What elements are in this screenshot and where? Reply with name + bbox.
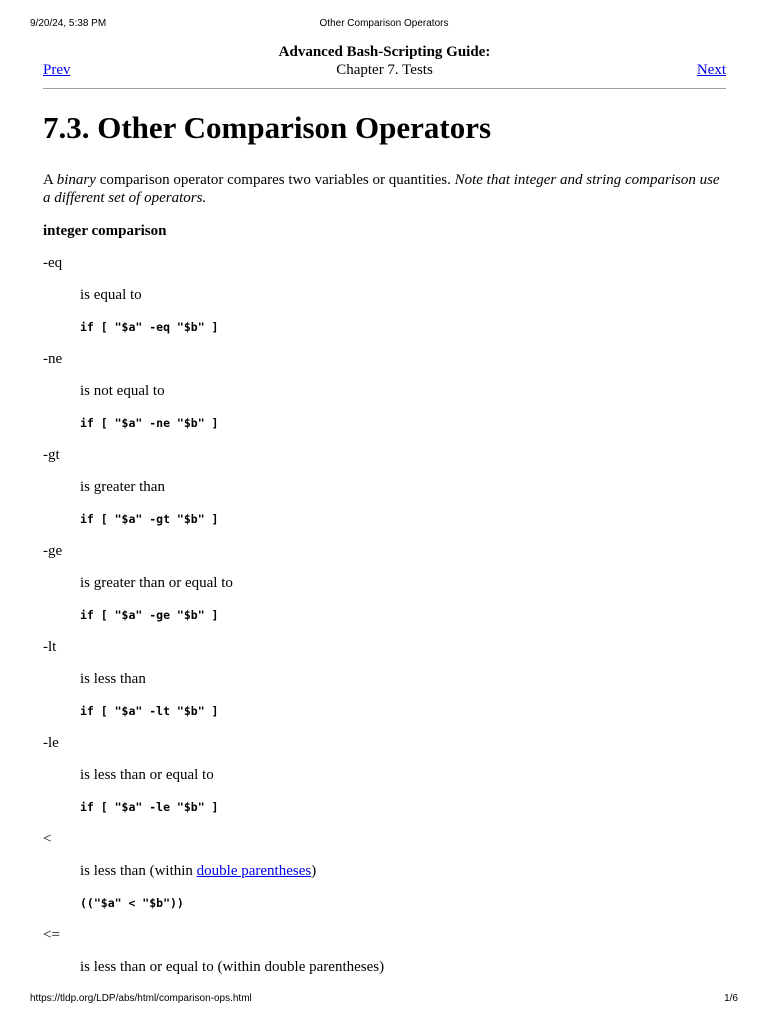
print-url: https://tldp.org/LDP/abs/html/comparison-ops.html: [30, 993, 252, 1004]
operator-code-example: if [ "$a" -ne "$b" ]: [80, 416, 219, 430]
operator-description: is greater than: [80, 479, 165, 495]
print-page-number: 1/6: [724, 993, 738, 1004]
operator-description: [80, 862, 728, 880]
intro-text-start: A: [43, 172, 57, 188]
operator-term: <=: [43, 927, 60, 943]
navigation-header: [43, 44, 726, 89]
operator-code-example: if [ "$a" -lt "$b" ]: [80, 704, 219, 718]
page-heading: 7.3. Other Comparison Operators: [43, 110, 492, 145]
operator-description: is less than or equal to: [80, 767, 214, 783]
prev-link[interactable]: Prev: [43, 62, 71, 78]
operator-description: is less than or equal to (within double parentheses): [80, 959, 385, 975]
print-timestamp: 9/20/24, 5:38 PM: [30, 18, 107, 29]
main-content: [43, 105, 728, 990]
print-header: [30, 18, 738, 34]
operator-description: is greater than or equal to: [80, 575, 233, 591]
print-page-title: Other Comparison Operators: [319, 18, 449, 29]
operator-code-example: if [ "$a" -ge "$b" ]: [80, 608, 219, 622]
operator-description: is less than: [80, 671, 146, 687]
operator-description: is equal to: [80, 287, 142, 303]
double-parentheses-link[interactable]: double parentheses: [196, 863, 312, 879]
operator-term: -ge: [43, 543, 63, 559]
operator-code-example: if [ "$a" -gt "$b" ]: [80, 512, 219, 526]
operator-term: -ne: [43, 351, 63, 367]
section-heading: integer comparison: [43, 223, 167, 239]
operator-term: -le: [43, 735, 59, 751]
intro-text-middle: comparison operator compares two variables or quantities.: [95, 172, 455, 188]
chapter-title: Chapter 7. Tests: [336, 62, 433, 78]
intro-note: Note that integer and string comparison use a different set of operators.: [43, 172, 720, 206]
operator-term: -gt: [43, 447, 60, 463]
operator-code-example: if [ "$a" -le "$b" ]: [80, 800, 219, 814]
operator-list: [43, 254, 728, 976]
next-link[interactable]: Next: [696, 62, 726, 78]
operator-code-example: (("$a" < "$b")): [80, 896, 184, 910]
intro-emphasis: binary: [56, 172, 96, 188]
operator-description-suffix: ): [311, 863, 317, 879]
operator-term: <: [43, 831, 52, 847]
operator-term: -lt: [43, 639, 57, 655]
guide-title: Advanced Bash-Scripting Guide:: [278, 44, 491, 60]
intro-paragraph: [43, 171, 728, 207]
operator-description: is not equal to: [80, 383, 165, 399]
operator-term: -eq: [43, 255, 63, 271]
operator-description-prefix: is less than (within: [80, 863, 197, 879]
operator-code-example: if [ "$a" -eq "$b" ]: [80, 320, 219, 334]
